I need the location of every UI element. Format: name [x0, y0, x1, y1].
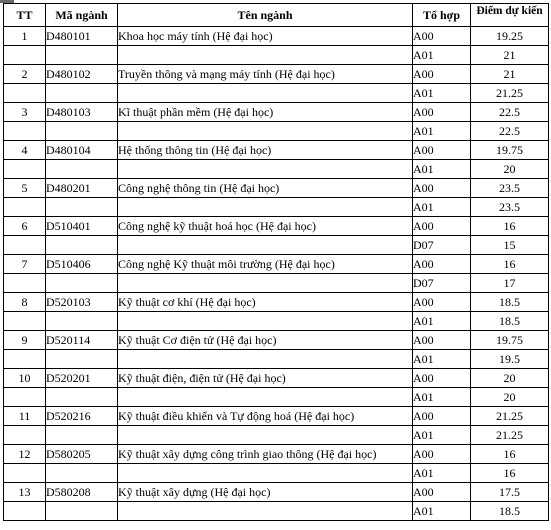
cell-code	[46, 84, 118, 103]
cell-tt: 8	[4, 293, 46, 312]
table-row	[4, 407, 549, 426]
cell-code	[46, 502, 118, 521]
cell-tt	[4, 236, 46, 255]
cell-combo: A01	[413, 122, 471, 141]
col-header-code: Mã ngành	[46, 4, 118, 27]
cell-name	[118, 464, 413, 483]
table-row	[4, 236, 549, 255]
cell-combo: A01	[413, 160, 471, 179]
cell-score: 21	[471, 65, 549, 84]
cell-combo: A01	[413, 312, 471, 331]
admission-score-table	[3, 3, 549, 521]
col-header-combo: Tổ hợp	[413, 4, 471, 27]
cell-score: 18.5	[471, 293, 549, 312]
cell-name: Công nghệ Kỹ thuật môi trường (Hệ đại học)	[118, 255, 413, 274]
cell-score: 23.5	[471, 179, 549, 198]
cell-code	[46, 426, 118, 445]
cell-combo: A00	[413, 65, 471, 84]
cell-score: 22.5	[471, 122, 549, 141]
cell-name	[118, 312, 413, 331]
col-header-score: Điểm dự kiến	[471, 4, 549, 27]
cell-tt	[4, 46, 46, 65]
cell-combo: A00	[413, 369, 471, 388]
cell-tt	[4, 198, 46, 217]
cell-code	[46, 236, 118, 255]
cell-score: 17	[471, 274, 549, 293]
cell-score: 21.25	[471, 426, 549, 445]
cell-name: Công nghệ kỹ thuật hoá học (Hệ đại học)	[118, 217, 413, 236]
cell-tt: 2	[4, 65, 46, 84]
cell-score: 19.25	[471, 27, 549, 46]
cell-tt: 4	[4, 141, 46, 160]
cell-name: Khoa học máy tính (Hệ đại học)	[118, 27, 413, 46]
cell-tt: 9	[4, 331, 46, 350]
cell-tt: 6	[4, 217, 46, 236]
table-row	[4, 198, 549, 217]
table-body	[4, 27, 549, 521]
cell-name	[118, 426, 413, 445]
cell-score: 21	[471, 46, 549, 65]
col-header-tt: TT	[4, 4, 46, 27]
table-row	[4, 293, 549, 312]
cell-tt	[4, 160, 46, 179]
cell-tt	[4, 464, 46, 483]
cell-name	[118, 122, 413, 141]
table-row	[4, 65, 549, 84]
cell-combo: A00	[413, 103, 471, 122]
cell-code	[46, 122, 118, 141]
cell-combo: A01	[413, 84, 471, 103]
cell-name	[118, 198, 413, 217]
table-row	[4, 388, 549, 407]
table-header-row	[4, 4, 549, 27]
cell-code: D480104	[46, 141, 118, 160]
cell-score: 19.75	[471, 331, 549, 350]
table-row	[4, 27, 549, 46]
cell-name: Kĩ thuật phần mềm (Hệ đại học)	[118, 103, 413, 122]
cell-combo: A00	[413, 179, 471, 198]
cell-score: 16	[471, 255, 549, 274]
cell-combo: D07	[413, 236, 471, 255]
cell-combo: A00	[413, 293, 471, 312]
cell-tt: 7	[4, 255, 46, 274]
cell-score: 19.5	[471, 350, 549, 369]
table-row	[4, 160, 549, 179]
cell-name: Kỹ thuật xây dựng công trình giao thông (Hệ đại học)	[118, 445, 413, 464]
table-row	[4, 483, 549, 502]
cell-code	[46, 388, 118, 407]
cell-name	[118, 388, 413, 407]
cell-combo: D07	[413, 274, 471, 293]
cell-score: 16	[471, 217, 549, 236]
cell-tt	[4, 388, 46, 407]
cell-combo: A00	[413, 27, 471, 46]
table-row	[4, 255, 549, 274]
table-row	[4, 369, 549, 388]
cell-combo: A01	[413, 388, 471, 407]
cell-code	[46, 350, 118, 369]
cell-code	[46, 312, 118, 331]
table-row	[4, 103, 549, 122]
cell-name	[118, 274, 413, 293]
cell-combo: A01	[413, 464, 471, 483]
cell-code: D510401	[46, 217, 118, 236]
cell-combo: A00	[413, 217, 471, 236]
cell-tt: 13	[4, 483, 46, 502]
table-row	[4, 502, 549, 521]
cell-score: 20	[471, 388, 549, 407]
table-row	[4, 445, 549, 464]
cell-name: Truyền thông và mạng máy tính (Hệ đại học)	[118, 65, 413, 84]
cell-combo: A01	[413, 502, 471, 521]
cell-score: 16	[471, 445, 549, 464]
cell-combo: A00	[413, 141, 471, 160]
cell-score: 15	[471, 236, 549, 255]
cell-code	[46, 198, 118, 217]
cell-score: 23.5	[471, 198, 549, 217]
cell-code: D510406	[46, 255, 118, 274]
table-row	[4, 179, 549, 198]
table-row	[4, 84, 549, 103]
cell-score: 18.5	[471, 502, 549, 521]
cell-score: 18.5	[471, 312, 549, 331]
cell-score: 20	[471, 160, 549, 179]
cell-code: D520201	[46, 369, 118, 388]
cell-tt: 1	[4, 27, 46, 46]
cell-score: 19.75	[471, 141, 549, 160]
cell-combo: A01	[413, 198, 471, 217]
cell-tt	[4, 312, 46, 331]
cell-tt: 11	[4, 407, 46, 426]
cell-name: Công nghệ thông tin (Hệ đại học)	[118, 179, 413, 198]
table-row	[4, 122, 549, 141]
cell-name: Kỹ thuật điện, điện tử (Hệ đại học)	[118, 369, 413, 388]
table-row	[4, 464, 549, 483]
cell-tt: 5	[4, 179, 46, 198]
cell-code: D580205	[46, 445, 118, 464]
cell-code	[46, 46, 118, 65]
cell-score: 16	[471, 464, 549, 483]
cell-code	[46, 464, 118, 483]
cell-score: 20	[471, 369, 549, 388]
cell-name: Hệ thống thông tin (Hệ đại học)	[118, 141, 413, 160]
cell-code: D480101	[46, 27, 118, 46]
cell-tt	[4, 84, 46, 103]
cell-combo: A01	[413, 46, 471, 65]
cell-tt: 10	[4, 369, 46, 388]
cell-name	[118, 236, 413, 255]
cell-name	[118, 350, 413, 369]
cell-tt	[4, 274, 46, 293]
cell-tt: 3	[4, 103, 46, 122]
cell-name	[118, 46, 413, 65]
cell-score: 17.5	[471, 483, 549, 502]
table-row	[4, 312, 549, 331]
cell-combo: A01	[413, 426, 471, 445]
table-row	[4, 141, 549, 160]
table-row	[4, 426, 549, 445]
cell-code: D480102	[46, 65, 118, 84]
cell-score: 22.5	[471, 103, 549, 122]
cell-combo: A01	[413, 350, 471, 369]
cell-name: Kỹ thuật điều khiển và Tự động hoá (Hệ đại học)	[118, 407, 413, 426]
cell-code: D580208	[46, 483, 118, 502]
cell-score: 21.25	[471, 407, 549, 426]
cell-code	[46, 160, 118, 179]
cell-combo: A00	[413, 407, 471, 426]
table-row	[4, 46, 549, 65]
cell-code: D520216	[46, 407, 118, 426]
cell-name	[118, 84, 413, 103]
cell-code: D520114	[46, 331, 118, 350]
cell-code	[46, 274, 118, 293]
cell-combo: A00	[413, 483, 471, 502]
cell-name	[118, 160, 413, 179]
cell-tt	[4, 350, 46, 369]
cell-name: Kỹ thuật Cơ điện tử (Hệ đại học)	[118, 331, 413, 350]
cell-tt	[4, 426, 46, 445]
cell-name: Kỹ thuật xây dựng (Hệ đại học)	[118, 483, 413, 502]
cell-name	[118, 502, 413, 521]
table-row	[4, 217, 549, 236]
cell-code: D520103	[46, 293, 118, 312]
cell-code: D480103	[46, 103, 118, 122]
cell-name: Kỹ thuật cơ khí (Hệ đại học)	[118, 293, 413, 312]
table-row	[4, 331, 549, 350]
cell-score: 21.25	[471, 84, 549, 103]
cell-tt: 12	[4, 445, 46, 464]
col-header-name: Tên ngành	[118, 4, 413, 27]
cell-combo: A00	[413, 445, 471, 464]
table-row	[4, 350, 549, 369]
cell-combo: A00	[413, 255, 471, 274]
table-row	[4, 274, 549, 293]
cell-code: D480201	[46, 179, 118, 198]
cell-combo: A00	[413, 331, 471, 350]
cell-tt	[4, 122, 46, 141]
cell-tt	[4, 502, 46, 521]
